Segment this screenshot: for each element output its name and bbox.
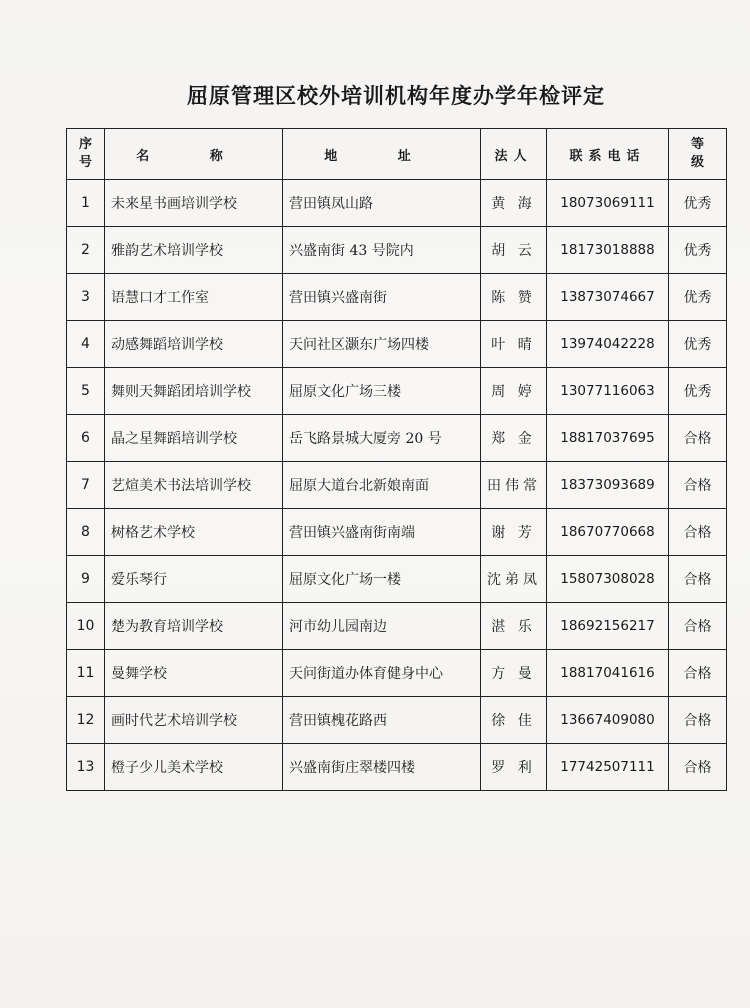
cell-seq: 5 <box>67 368 105 415</box>
cell-address: 营田镇兴盛南街南端 <box>283 509 481 556</box>
cell-person: 郑 金 <box>481 415 547 462</box>
cell-name: 曼舞学校 <box>105 650 283 697</box>
cell-person: 谢 芳 <box>481 509 547 556</box>
cell-grade: 合格 <box>669 462 727 509</box>
table-row <box>67 180 727 227</box>
evaluation-table <box>66 128 727 791</box>
cell-person: 胡 云 <box>481 227 547 274</box>
cell-phone: 13077116063 <box>547 368 669 415</box>
cell-name: 雅韵艺术培训学校 <box>105 227 283 274</box>
cell-address: 屈原文化广场三楼 <box>283 368 481 415</box>
cell-seq: 12 <box>67 697 105 744</box>
cell-name: 动感舞蹈培训学校 <box>105 321 283 368</box>
header-person: 法人 <box>481 129 547 180</box>
table-row <box>67 509 727 556</box>
cell-grade: 合格 <box>669 697 727 744</box>
cell-phone: 15807308028 <box>547 556 669 603</box>
header-row <box>67 129 727 180</box>
cell-seq: 9 <box>67 556 105 603</box>
cell-address: 天问社区灏东广场四楼 <box>283 321 481 368</box>
header-seq <box>67 129 105 180</box>
cell-address: 营田镇兴盛南街 <box>283 274 481 321</box>
cell-address: 岳飞路景城大厦旁 20 号 <box>283 415 481 462</box>
cell-grade: 优秀 <box>669 321 727 368</box>
cell-phone: 13873074667 <box>547 274 669 321</box>
cell-person: 湛 乐 <box>481 603 547 650</box>
cell-seq: 7 <box>67 462 105 509</box>
cell-address: 屈原文化广场一楼 <box>283 556 481 603</box>
cell-phone: 18670770668 <box>547 509 669 556</box>
cell-address: 屈原大道台北新娘南面 <box>283 462 481 509</box>
cell-phone: 18373093689 <box>547 462 669 509</box>
cell-seq: 6 <box>67 415 105 462</box>
cell-address: 营田镇槐花路西 <box>283 697 481 744</box>
cell-phone: 17742507111 <box>547 744 669 791</box>
cell-person: 陈 赞 <box>481 274 547 321</box>
cell-name: 爱乐琴行 <box>105 556 283 603</box>
table-row <box>67 650 727 697</box>
header-seq-line-1: 序 <box>78 137 92 152</box>
cell-phone: 18817037695 <box>547 415 669 462</box>
cell-address: 营田镇凤山路 <box>283 180 481 227</box>
cell-grade: 合格 <box>669 556 727 603</box>
cell-person: 罗 利 <box>481 744 547 791</box>
cell-name: 橙子少儿美术学校 <box>105 744 283 791</box>
cell-person: 徐 佳 <box>481 697 547 744</box>
cell-person: 田伟常 <box>481 462 547 509</box>
header-grade-line-2: 级 <box>690 155 704 170</box>
table-row <box>67 462 727 509</box>
table-row <box>67 744 727 791</box>
cell-name: 艺煊美术书法培训学校 <box>105 462 283 509</box>
table-row <box>67 321 727 368</box>
cell-person: 黄 海 <box>481 180 547 227</box>
cell-phone: 13667409080 <box>547 697 669 744</box>
cell-grade: 合格 <box>669 744 727 791</box>
cell-person: 方 曼 <box>481 650 547 697</box>
cell-grade: 优秀 <box>669 274 727 321</box>
cell-address: 兴盛南街庄翠楼四楼 <box>283 744 481 791</box>
table-row <box>67 697 727 744</box>
cell-grade: 优秀 <box>669 368 727 415</box>
cell-name: 画时代艺术培训学校 <box>105 697 283 744</box>
cell-person: 叶 晴 <box>481 321 547 368</box>
cell-person: 沈弟凤 <box>481 556 547 603</box>
cell-phone: 18817041616 <box>547 650 669 697</box>
cell-address: 天问街道办体育健身中心 <box>283 650 481 697</box>
table-row <box>67 556 727 603</box>
cell-address: 兴盛南街 43 号院内 <box>283 227 481 274</box>
header-grade <box>669 129 727 180</box>
cell-name: 楚为教育培训学校 <box>105 603 283 650</box>
table-row <box>67 603 727 650</box>
cell-name: 语慧口才工作室 <box>105 274 283 321</box>
cell-seq: 3 <box>67 274 105 321</box>
cell-grade: 合格 <box>669 509 727 556</box>
cell-seq: 11 <box>67 650 105 697</box>
table-row <box>67 368 727 415</box>
table-body <box>67 180 727 791</box>
cell-grade: 合格 <box>669 415 727 462</box>
cell-phone: 18692156217 <box>547 603 669 650</box>
header-phone: 联系电话 <box>547 129 669 180</box>
cell-grade: 优秀 <box>669 180 727 227</box>
cell-address: 河市幼儿园南边 <box>283 603 481 650</box>
cell-phone: 13974042228 <box>547 321 669 368</box>
cell-seq: 13 <box>67 744 105 791</box>
cell-seq: 2 <box>67 227 105 274</box>
header-name: 名 称 <box>105 129 283 180</box>
cell-grade: 合格 <box>669 603 727 650</box>
cell-phone: 18073069111 <box>547 180 669 227</box>
table-row <box>67 274 727 321</box>
header-address: 地 址 <box>283 129 481 180</box>
cell-name: 未来星书画培训学校 <box>105 180 283 227</box>
document-title: 屈原管理区校外培训机构年度办学年检评定 <box>187 84 605 108</box>
cell-name: 舞则天舞蹈团培训学校 <box>105 368 283 415</box>
cell-grade: 优秀 <box>669 227 727 274</box>
table-row <box>67 227 727 274</box>
header-seq-line-2: 号 <box>78 155 92 170</box>
cell-name: 树格艺术学校 <box>105 509 283 556</box>
cell-grade: 合格 <box>669 650 727 697</box>
table-row <box>67 415 727 462</box>
header-grade-line-1: 等 <box>690 137 704 152</box>
cell-person: 周 婷 <box>481 368 547 415</box>
cell-seq: 8 <box>67 509 105 556</box>
cell-name: 晶之星舞蹈培训学校 <box>105 415 283 462</box>
cell-seq: 4 <box>67 321 105 368</box>
cell-seq: 10 <box>67 603 105 650</box>
cell-phone: 18173018888 <box>547 227 669 274</box>
cell-seq: 1 <box>67 180 105 227</box>
